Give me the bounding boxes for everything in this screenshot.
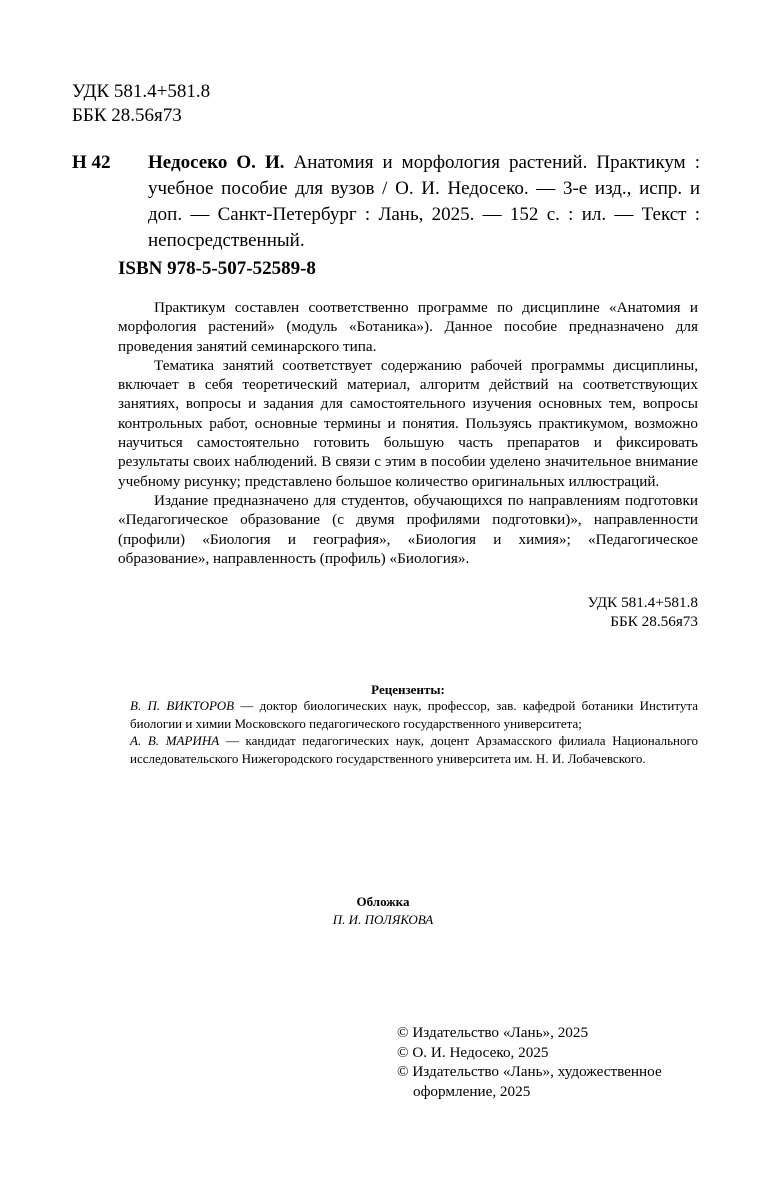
reviewer-description: — доктор биологических наук, профессор, зав. кафедрой ботаники Института биологии и химии Московского педагогического государственного университета; <box>130 698 699 731</box>
annotation-bbk: ББК 28.56я73 <box>610 613 698 631</box>
copyright-line: © Издательство «Лань», художественное <box>397 1063 662 1081</box>
reviewer-name: А. В. МАРИНА <box>130 733 220 749</box>
reviewers-title: Рецензенты: <box>371 682 445 697</box>
copyright-block <box>397 1023 707 1101</box>
bbk-code: ББК 28.56я73 <box>72 105 182 126</box>
copyright-line: © Издательство «Лань», 2025 <box>397 1024 589 1041</box>
book-description: Анатомия и морфология растений. Практикум : учебное пособие для вузов / О. И. Недосеко. — 3-е изд., испр. и доп. — Санкт-Петербург : Лань, 2025. — 152 с. : ил. — Текст : непосредственный. <box>148 152 700 251</box>
cover-designer: П. И. ПОЛЯКОВА <box>332 912 434 927</box>
annotation-udk: УДК 581.4+581.8 <box>587 594 698 611</box>
bibliographic-description <box>148 150 700 254</box>
annotation-paragraph: Издание предназначено для студентов, обучающихся по направлениям подготовки «Педагогическое образование (с двумя профилями подготовки)», направленности (профили) «Биология и география», «Биология и химия»; «Педагогическое образование», направленность (профиль) «Биология». <box>118 491 698 567</box>
annotation-paragraph: Практикум составлен соответственно программе по дисциплине «Анатомия и морфология растений» (модуль «Ботаника»). Данное пособие предназначено для проведения занятий семинарского типа. <box>118 299 698 355</box>
isbn: ISBN 978-5-507-52589-8 <box>118 258 316 279</box>
reviewer-description: — кандидат педагогических наук, доцент Арзамасского филиала Национального исследовательского Нижегородского государственного университета им. Н. И. Лобачевского. <box>130 733 699 766</box>
reviewer-entry <box>130 697 698 732</box>
copyright-line: © О. И. Недосеко, 2025 <box>397 1043 549 1061</box>
annotation <box>118 298 698 568</box>
udk-code: УДК 581.4+581.8 <box>72 81 211 102</box>
copyright-line-continuation: оформление, 2025 <box>413 1082 531 1100</box>
reviewers-list <box>130 697 698 767</box>
cover-title: Обложка <box>356 894 410 909</box>
author-mark: Н 42 <box>72 152 111 173</box>
annotation-paragraph: Тематика занятий соответствует содержанию рабочей программы дисциплины, включает в себя теоретический материал, алгоритм действий на соответствующих занятиях, вопросы и задания для самостоятельного изучения основных тем, вопросы контрольных работ, основные термины и понятия. Пользуясь практикумом, возможно научиться самостоятельно готовить большую часть препаратов и фиксировать результаты своих наблюдений. В связи с этим в пособии уделено значительное внимание учебному рисунку; представлено большое количество оригинальных иллюстраций. <box>118 356 698 490</box>
reviewer-name: В. П. ВИКТОРОВ <box>130 698 235 713</box>
reviewer-entry <box>130 732 698 767</box>
annotation-codes <box>560 593 698 632</box>
author-name: Недосеко О. И. <box>148 152 285 173</box>
